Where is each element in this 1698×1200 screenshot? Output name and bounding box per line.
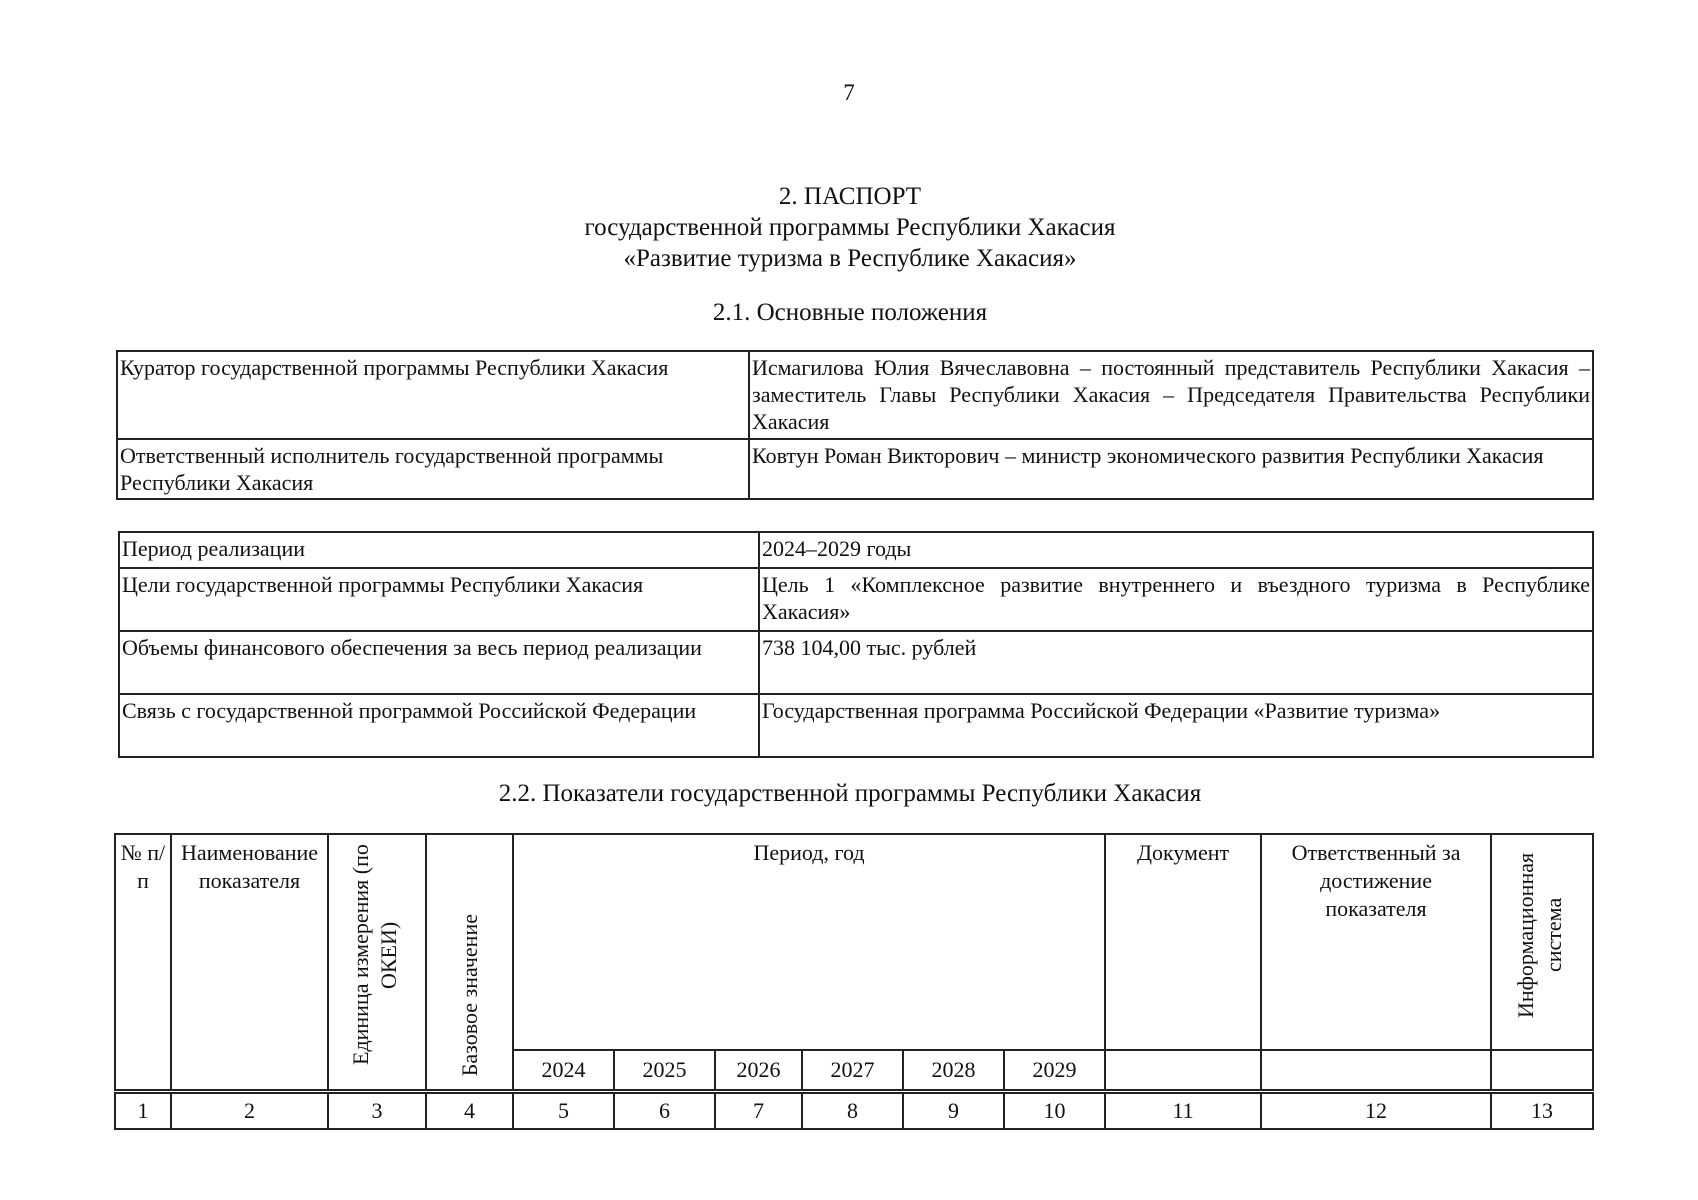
header-document: Документ (1105, 834, 1261, 1050)
indicators-header-row (115, 834, 1593, 1050)
page-number: 7 (843, 80, 855, 105)
passport-row (117, 351, 1593, 439)
passport-label: Период реализации (119, 532, 759, 568)
passport-row (119, 532, 1593, 568)
column-number: 12 (1261, 1092, 1491, 1130)
year-cell: 2026 (715, 1050, 802, 1092)
section-title-main-provisions: 2.1. Основные положения (712, 299, 988, 326)
passport-row (119, 631, 1593, 694)
header-base-value-text: Базовое значение (456, 913, 482, 1076)
header-info-system (1491, 834, 1593, 1050)
header-base-value (426, 834, 513, 1092)
empty-cell (1105, 1050, 1261, 1092)
passport-table-curator (116, 350, 1594, 500)
passport-value: Исмагилова Юлия Вячеславовна – постоянный представитель Республики Хакасия – заместитель Главы Республики Хакасия – Председателя Правительства Республики Хакасия (749, 351, 1593, 439)
empty-cell (1491, 1050, 1593, 1092)
heading-line-1: 2. ПАСПОРТ (778, 183, 922, 210)
column-number: 5 (513, 1092, 614, 1130)
year-cell: 2028 (903, 1050, 1004, 1092)
column-number: 1 (115, 1092, 171, 1130)
passport-value: Государственная программа Российской Федерации «Развитие туризма» (759, 694, 1593, 757)
header-unit (328, 834, 426, 1092)
year-cell: 2024 (513, 1050, 614, 1092)
passport-value: Цель 1 «Комплексное развитие внутреннего и въездного туризма в Республике Хакасия» (759, 568, 1593, 631)
year-cell: 2027 (802, 1050, 903, 1092)
header-unit-text: Единица измерения (по ОКЕИ) (348, 844, 401, 1066)
header-info-system-text: Информационная система (1513, 852, 1567, 1018)
passport-label: Связь с государственной программой Российской Федерации (119, 694, 759, 757)
header-number: № п/п (115, 834, 171, 1092)
passport-row (119, 568, 1593, 631)
column-number: 9 (903, 1092, 1004, 1130)
header-responsible: Ответственный за достижение показателя (1261, 834, 1491, 1050)
empty-cell (1261, 1050, 1491, 1092)
column-number: 4 (426, 1092, 513, 1130)
year-cell: 2025 (614, 1050, 715, 1092)
passport-label: Объемы финансового обеспечения за весь период реализации (119, 631, 759, 694)
passport-label: Ответственный исполнитель государственной программы Республики Хакасия (117, 439, 749, 499)
column-numbers-row (115, 1092, 1593, 1130)
passport-label: Цели государственной программы Республики Хакасия (119, 568, 759, 631)
heading-line-2: государственной программы Республики Хакасия (584, 214, 1116, 241)
passport-value: Ковтун Роман Викторович – министр экономического развития Республики Хакасия (749, 439, 1593, 499)
section-title-indicators: 2.2. Показатели государственной программы Республики Хакасия (498, 780, 1202, 807)
column-number: 8 (802, 1092, 903, 1130)
passport-row (119, 694, 1593, 757)
column-number: 10 (1004, 1092, 1105, 1130)
passport-table-details (118, 531, 1594, 758)
column-number: 7 (715, 1092, 802, 1130)
indicators-table (114, 833, 1594, 1130)
year-cell: 2029 (1004, 1050, 1105, 1092)
column-number: 13 (1491, 1092, 1593, 1130)
header-period: Период, год (513, 834, 1105, 1050)
column-number: 3 (328, 1092, 426, 1130)
header-indicator-name: Наименование показателя (171, 834, 328, 1092)
passport-row (117, 439, 1593, 499)
column-number: 2 (171, 1092, 328, 1130)
heading-line-3: «Развитие туризма в Республике Хакасия» (623, 245, 1077, 272)
column-number: 11 (1105, 1092, 1261, 1130)
passport-value: 2024–2029 годы (759, 532, 1593, 568)
passport-label: Куратор государственной программы Республики Хакасия (117, 351, 749, 439)
column-number: 6 (614, 1092, 715, 1130)
passport-value: 738 104,00 тыс. рублей (759, 631, 1593, 694)
document-heading (170, 181, 1530, 274)
